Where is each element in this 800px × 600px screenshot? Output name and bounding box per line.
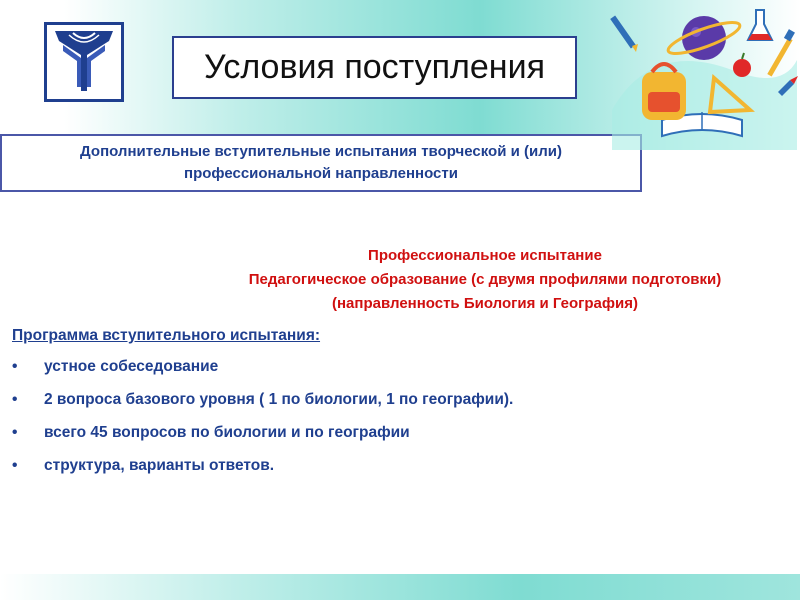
university-logo bbox=[44, 22, 124, 102]
exam-type: Профессиональное испытание bbox=[368, 247, 602, 264]
bullet-icon: • bbox=[12, 457, 18, 474]
list-item-text: устное собеседование bbox=[44, 358, 219, 375]
page-title-box bbox=[172, 36, 577, 99]
flask-icon bbox=[748, 10, 772, 40]
program-list bbox=[12, 356, 513, 488]
subtitle-box bbox=[0, 134, 642, 192]
pencil-icon bbox=[610, 16, 638, 52]
apple-icon bbox=[733, 53, 751, 77]
list-item-text: 2 вопроса базового уровня ( 1 по биологии, 1 по географии). bbox=[44, 391, 514, 408]
footer-background bbox=[0, 574, 800, 600]
page-title: Условия поступления bbox=[204, 48, 545, 86]
bullet-icon: • bbox=[12, 391, 18, 408]
bullet-icon: • bbox=[12, 424, 18, 441]
exam-info bbox=[190, 244, 780, 316]
logo-emblem-icon bbox=[47, 25, 121, 99]
list-item bbox=[12, 455, 513, 488]
list-item bbox=[12, 422, 513, 455]
school-illustration bbox=[592, 0, 800, 150]
subtitle-line-1: Дополнительные вступительные испытания творческой и (или) bbox=[80, 143, 562, 160]
program-heading: Программа вступительного испытания: bbox=[12, 327, 321, 344]
list-item bbox=[12, 356, 513, 389]
bullet-icon: • bbox=[12, 358, 18, 375]
list-item-text: структура, варианты ответов. bbox=[44, 457, 275, 474]
planet-icon bbox=[665, 16, 743, 60]
subtitle-line-2: профессиональной направленности bbox=[184, 165, 458, 182]
list-item-text: всего 45 вопросов по биологии и по географии bbox=[44, 424, 410, 441]
exam-program: Педагогическое образование (с двумя профилями подготовки) bbox=[248, 271, 722, 288]
exam-direction: (направленность Биология и География) bbox=[332, 295, 638, 312]
list-item bbox=[12, 389, 513, 422]
